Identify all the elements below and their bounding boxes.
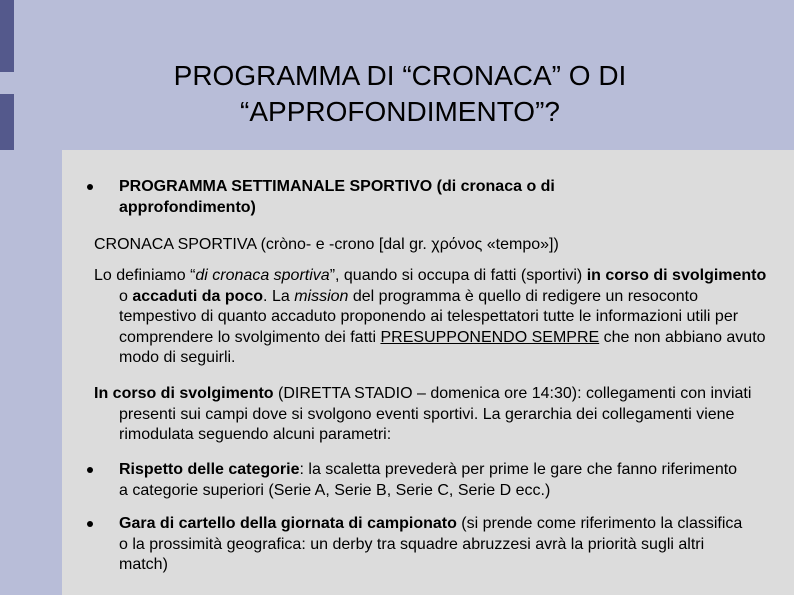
p1-text-5: del programma è quello di redigere un resoconto tempestivo di quanto accaduto proponendo ai telespettatori tutte le informazioni utili per comprendere lo svolgimento dei fatti bbox=[119, 287, 739, 346]
p2-bold-in-corso: In corso di svolgimento bbox=[94, 385, 274, 402]
p1-text-2: ”, quando si occupa di fatti (sportivi) bbox=[329, 267, 587, 284]
b3-text: (si prende come riferimento la classifica o la prossimità geografica: un derby tra squadre abruzzesi avrà la priorità sugli altri match) bbox=[119, 515, 743, 573]
cronaca-line: CRONACA SPORTIVA (cròno- e -crono [dal gr. χρόνος «tempo»]) bbox=[94, 236, 559, 253]
p1-bold-accaduti: accaduti da poco bbox=[132, 287, 264, 305]
bullet-dot-2 bbox=[87, 467, 93, 473]
edge-bar-middle bbox=[0, 94, 14, 150]
p1-italic-cronaca: di cronaca sportiva bbox=[195, 267, 330, 284]
edge-bar-top bbox=[0, 0, 14, 72]
title-line-1: PROGRAMMA DI “CRONACA” O DI bbox=[173, 60, 627, 91]
bullet-3-text bbox=[119, 514, 751, 576]
p1-text-6: che non abbiano avuto modo di seguirli. bbox=[119, 328, 766, 366]
bullet-dot-3 bbox=[87, 521, 93, 527]
p1-underline-presupponendo: PRESUPPONENDO SEMPRE bbox=[380, 328, 600, 346]
p1-text-1: Lo definiamo “ bbox=[94, 267, 196, 284]
b2-bold: Rispetto delle categorie bbox=[119, 461, 300, 478]
bullet-dot-1 bbox=[87, 184, 93, 190]
p2-text: (DIRETTA STADIO – domenica ore 14:30): collegamenti con inviati presenti sui campi dove si svolgono eventi sportivi. La gerarchia dei collegamenti viene rimodulata seguendo alcuni parametri: bbox=[119, 385, 752, 443]
p1-text-4: . La bbox=[263, 287, 295, 305]
p1-bold-in-corso: in corso di svolgimento bbox=[586, 267, 767, 284]
bullet-1-text: PROGRAMMA SETTIMANALE SPORTIVO (di cronaca o di approfondimento) bbox=[119, 178, 555, 216]
p1-italic-mission: mission bbox=[294, 287, 349, 305]
b3-bold: Gara di cartello della giornata di campionato bbox=[119, 515, 457, 532]
slide-title bbox=[60, 58, 740, 130]
p1-text-3: o bbox=[119, 287, 133, 305]
title-line-2: “APPROFONDIMENTO”? bbox=[240, 96, 560, 127]
b2-text: : la scaletta prevederà per prime le gare che fanno riferimento a categorie superiori (Serie A, Serie B, Serie C, Serie D ecc.) bbox=[119, 461, 738, 499]
paragraph-definition bbox=[94, 266, 773, 369]
paragraph-in-corso bbox=[94, 384, 784, 446]
bullet-2-text bbox=[119, 460, 739, 501]
